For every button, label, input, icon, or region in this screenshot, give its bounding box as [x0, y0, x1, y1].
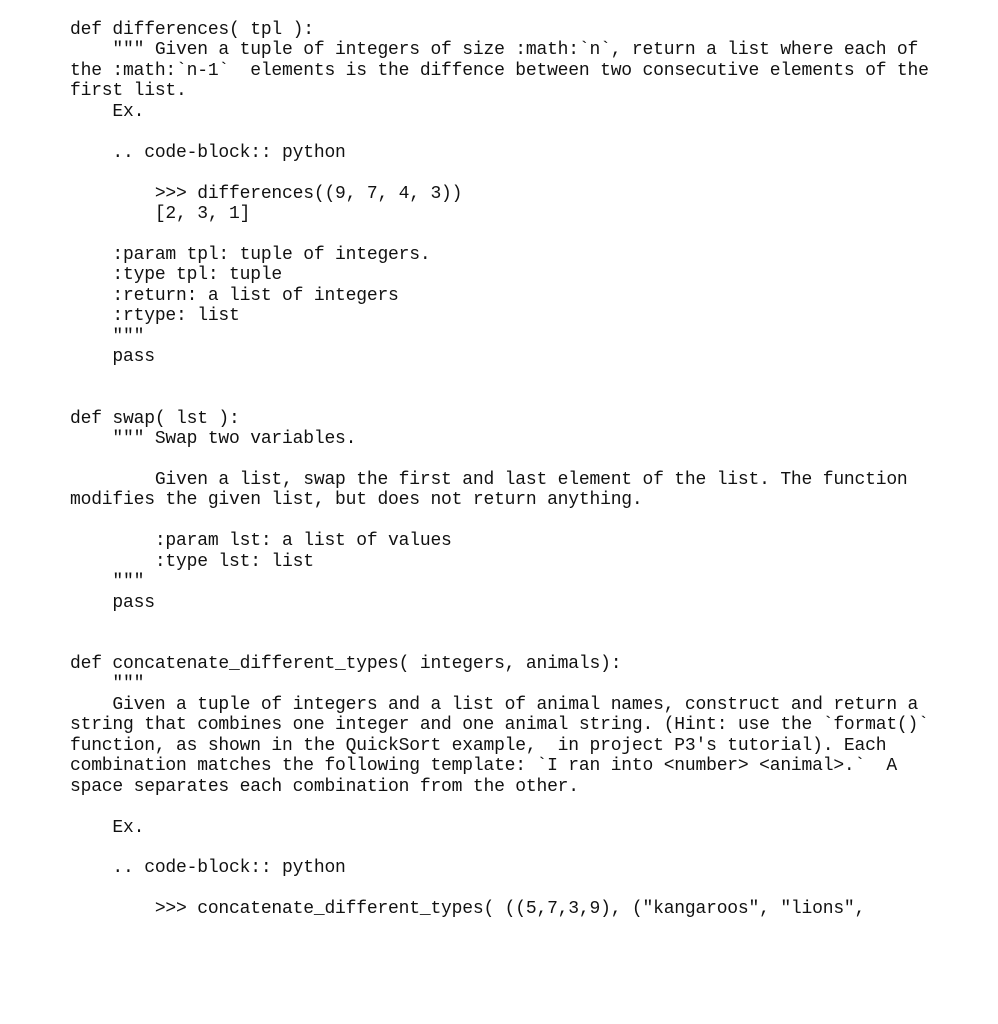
code-line: modifies the given list, but does not return anything.: [70, 490, 643, 511]
code-line: :rtype: list: [70, 306, 240, 327]
code-line: """ Swap two variables.: [70, 428, 357, 449]
code-line: :param tpl: tuple of integers.: [70, 244, 431, 265]
code-line: Given a list, swap the first and last element of the list. The function: [70, 469, 908, 490]
code-line: .. code-block:: python: [70, 858, 346, 879]
code-line: """: [70, 674, 145, 695]
code-line: first list.: [70, 81, 187, 102]
code-line: .. code-block:: python: [70, 142, 346, 163]
code-line: [70, 388, 970, 408]
code-line: :return: a list of integers: [70, 285, 399, 306]
code-line: [70, 122, 970, 142]
code-line: pass: [70, 347, 155, 368]
code-line: [70, 368, 970, 388]
code-listing: [70, 20, 970, 920]
code-line: combination matches the following template: `I ran into <number> <animal>.` A: [70, 756, 897, 777]
code-line: [70, 797, 970, 817]
code-line: [70, 449, 970, 469]
code-line: space separates each combination from the other.: [70, 776, 579, 797]
code-line: >>> concatenate_different_types( ((5,7,3,9), ("kangaroos", "lions",: [70, 899, 866, 920]
code-line: [70, 163, 970, 183]
code-line: >>> differences((9, 7, 4, 3)): [70, 183, 463, 204]
code-line: [70, 511, 970, 531]
code-line: pass: [70, 592, 155, 613]
code-line: the :math:`n-1` elements is the diffence between two consecutive elements of the: [70, 60, 929, 81]
code-line: Ex.: [70, 817, 145, 838]
code-line: def swap( lst ):: [70, 408, 240, 429]
code-line: :param lst: a list of values: [70, 531, 452, 552]
code-line: """: [70, 326, 145, 347]
code-line: [70, 838, 970, 858]
code-line: """: [70, 572, 145, 593]
code-line: [70, 613, 970, 633]
code-line: Ex.: [70, 101, 145, 122]
code-line: string that combines one integer and one animal string. (Hint: use the `format()`: [70, 715, 929, 736]
code-line: [2, 3, 1]: [70, 204, 251, 225]
code-line: def concatenate_different_types( integers, animals):: [70, 653, 622, 674]
code-line: :type lst: list: [70, 551, 314, 572]
code-line: Given a tuple of integers and a list of animal names, construct and return a: [70, 694, 919, 715]
code-line: """ Given a tuple of integers of size :math:`n`, return a list where each of: [70, 40, 919, 61]
code-line: [70, 225, 970, 245]
code-line: function, as shown in the QuickSort example, in project P3's tutorial). Each: [70, 735, 887, 756]
code-line: [70, 879, 970, 899]
code-line: def differences( tpl ):: [70, 20, 314, 40]
code-line: :type tpl: tuple: [70, 265, 283, 286]
code-line: [70, 633, 970, 653]
